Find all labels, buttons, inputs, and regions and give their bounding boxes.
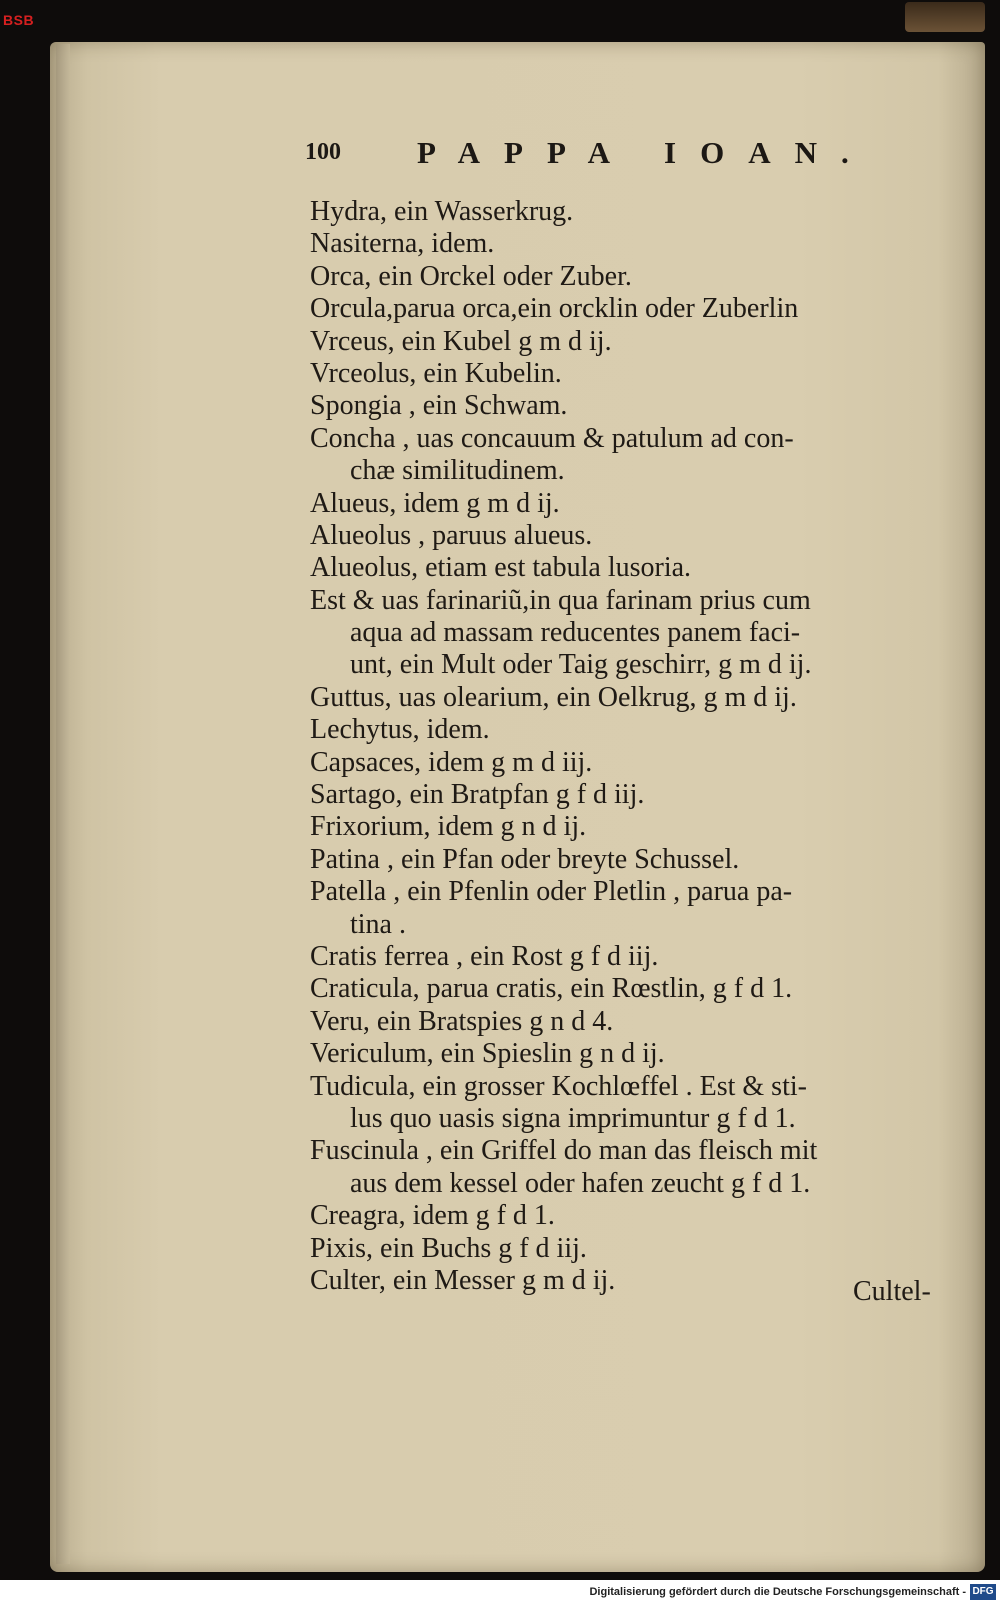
text-line: Patella , ein Pfenlin oder Pletlin , parua pa- — [310, 876, 793, 908]
text-line: Fuscinula , ein Griffel do man das fleisch mit — [310, 1135, 818, 1167]
page-header — [305, 135, 905, 175]
page-corner — [905, 2, 985, 32]
text-line: Vericulum, ein Spieslin g n d ij. — [310, 1038, 665, 1070]
text-line: Orcula,parua orca,ein orcklin oder Zuberlin — [310, 293, 799, 325]
text-line: Vrceus, ein Kubel g m d ij. — [310, 325, 612, 357]
text-line: Tudicula, ein grosser Kochlœffel . Est & sti- — [310, 1070, 807, 1102]
text-line: Capsaces, idem g m d iij. — [310, 746, 593, 778]
catchword: Cultel- — [853, 1276, 931, 1307]
text-line: Cratis ferrea , ein Rost g f d iij. — [310, 940, 659, 972]
text-line: unt, ein Mult oder Taig geschirr, g m d ij. — [350, 649, 812, 681]
text-line: Craticula, parua cratis, ein Rœstlin, g f d 1. — [310, 973, 793, 1005]
text-line: Nasiterna, idem. — [310, 228, 495, 260]
text-line: aus dem kessel oder hafen zeucht g f d 1. — [350, 1167, 811, 1199]
text-line: Orca, ein Orckel oder Zuber. — [310, 260, 632, 292]
text-line: lus quo uasis signa imprimuntur g f d 1. — [350, 1102, 796, 1134]
bsb-logo: BSB — [3, 12, 35, 28]
funding-notice: Digitalisierung gefördert durch die Deutsche Forschungsgemeinschaft - — [589, 1586, 966, 1598]
text-line: Culter, ein Messer g m d ij. — [310, 1264, 616, 1296]
text-line: Veru, ein Bratspies g n d 4. — [310, 1005, 614, 1037]
text-line: Patina , ein Pfan oder breyte Schussel. — [310, 843, 740, 875]
text-line: Alueolus, etiam est tabula lusoria. — [310, 552, 692, 584]
text-line: Est & uas farinariũ,in qua farinam prius cum — [310, 584, 811, 616]
text-line: Creagra, idem g f d 1. — [310, 1200, 555, 1232]
text-line: chæ similitudinem. — [350, 455, 565, 487]
text-line: Spongia , ein Schwam. — [310, 390, 568, 422]
text-line: Hydra, ein Wasserkrug. — [310, 196, 574, 227]
running-head: PAPPA IOAN. — [417, 135, 873, 170]
text-line: Vrceolus, ein Kubelin. — [310, 357, 562, 389]
text-line: Pixis, ein Buchs g f d iij. — [310, 1232, 587, 1264]
text-line: Alueus, idem g m d ij. — [310, 487, 560, 519]
text-line: Frixorium, idem g n d ij. — [310, 811, 587, 843]
text-line: Sartago, ein Bratpfan g f d iij. — [310, 779, 645, 811]
page-text — [310, 196, 970, 1297]
page-number: 100 — [305, 139, 341, 165]
text-line: Alueolus , paruus alueus. — [310, 519, 593, 551]
text-line: Lechytus, idem. — [310, 714, 490, 746]
dfg-logo: DFG — [970, 1584, 996, 1600]
text-line: aqua ad massam reducentes panem faci- — [350, 617, 801, 649]
footer-bar — [0, 1580, 1000, 1606]
text-line: tina . — [350, 908, 406, 940]
page-gutter — [56, 44, 70, 1564]
text-line: Guttus, uas olearium, ein Oelkrug, g m d ij. — [310, 681, 797, 713]
text-line: Concha , uas concauum & patulum ad con- — [310, 422, 794, 454]
